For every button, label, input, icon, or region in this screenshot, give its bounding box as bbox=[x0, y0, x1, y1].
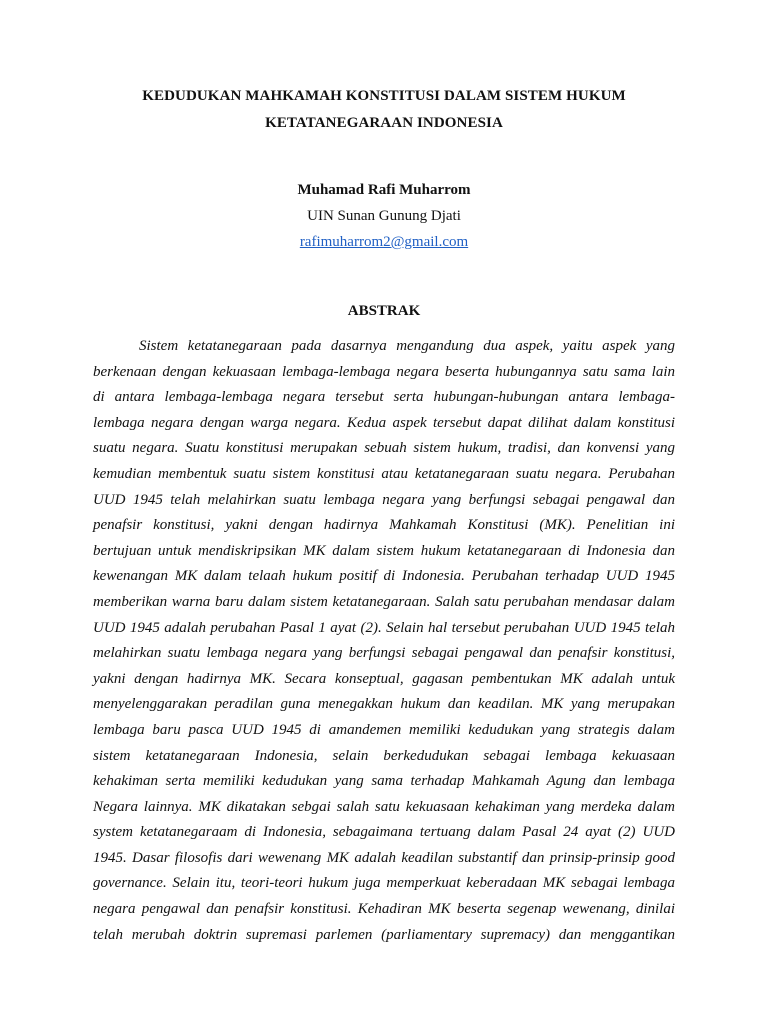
abstract-line: kehakiman serta memiliki kedudukan yang sama terhadap Mahkamah Agung dan lembaga bbox=[93, 773, 675, 790]
author-name: Muhamad Rafi Muharrom bbox=[297, 182, 471, 198]
abstract-line: sistem ketatanegaraan Indonesia, selain berkedudukan sebagai lembaga kekuasaan bbox=[93, 747, 675, 764]
abstract-line: bertujuan untuk mendiskripsikan MK dalam sistem hukum ketatanegaraan di Indonesia dan bbox=[93, 542, 675, 559]
abstract-line: di antara lembaga-lembaga negara tersebut serta hubungan-hubungan antara lembaga- bbox=[93, 389, 675, 406]
abstract-line: kewenangan MK dalam telaah hukum positif di Indonesia. Perubahan terhadap UUD 1945 bbox=[93, 568, 675, 585]
abstract-line: governance. Selain itu, teori-teori hukum juga memperkuat keberadaan MK sebagai lembaga bbox=[93, 875, 675, 892]
abstract-line: Sistem ketatanegaraan pada dasarnya mengandung dua aspek, yaitu aspek yang bbox=[139, 338, 675, 354]
paper-title-line-2: KETATANEGARAAN INDONESIA bbox=[265, 115, 503, 131]
abstract-line: yakni dengan hadirnya MK. Secara konseptual, gagasan pembentukan MK adalah untuk bbox=[93, 670, 675, 687]
abstract-line: system ketatanegaraam di Indonesia, sebagaimana tertuang dalam Pasal 24 ayat (2) UUD bbox=[93, 824, 675, 841]
abstract-line: UUD 1945 adalah perubahan Pasal 1 ayat (2). Selain hal tersebut perubahan UUD 1945 telah bbox=[93, 619, 675, 636]
abstract-line: penafsir konstitusi, yakni dengan hadirnya Mahkamah Konstitusi (MK). Penelitian ini bbox=[93, 517, 675, 534]
abstract-line: berkenaan dengan kekuasaan lembaga-lembaga negara beserta hubungannya satu sama lain bbox=[93, 363, 675, 380]
abstract-line: melahirkan suatu lembaga negara yang berfungsi sebagai pengawal dan penafsir konstitusi, bbox=[93, 645, 675, 662]
abstract-line: lembaga baru pasca UUD 1945 di amandemen memiliki kedudukan yang strategis dalam bbox=[93, 721, 675, 738]
abstract-line: Negara lainnya. MK dikatakan sebgai salah satu kekuasaan kehakiman yang merdeka dalam bbox=[93, 798, 675, 815]
abstract-line: lembaga negara dengan warga negara. Kedua aspek tersebut dapat dilihat dalam konstitusi bbox=[93, 414, 675, 431]
abstract-line: telah merubah doktrin supremasi parlemen (parliamentary supremacy) dan menggantikan bbox=[93, 926, 675, 943]
abstract-line: 1945. Dasar filosofis dari wewenang MK adalah keadilan substantif dan prinsip-prinsip good bbox=[93, 849, 675, 866]
author-affiliation: UIN Sunan Gunung Djati bbox=[307, 208, 461, 224]
abstract-heading: ABSTRAK bbox=[347, 303, 421, 319]
abstract-line: memberikan warna baru dalam sistem ketatanegaraan. Salah satu perubahan mendasar dalam bbox=[93, 593, 675, 610]
abstract-line: UUD 1945 telah melahirkan suatu lembaga negara yang berfungsi sebagai pengawal dan bbox=[93, 491, 675, 508]
abstract-body bbox=[93, 336, 675, 950]
author-email-link[interactable]: rafimuharrom2@gmail.com bbox=[299, 234, 469, 250]
abstract-line: menyelenggarakan peradilan guna menegakkan hukum dan keadilan. MK yang merupakan bbox=[93, 696, 675, 713]
abstract-line: suatu negara. Suatu konstitusi merupakan sebuah sistem hukum, tradisi, dan konvensi yang bbox=[93, 440, 675, 457]
author-email bbox=[90, 234, 678, 251]
paper-title-line-1: KEDUDUKAN MAHKAMAH KONSTITUSI DALAM SISTEM HUKUM bbox=[142, 88, 626, 104]
abstract-line: kemudian membentuk suatu sistem konstitusi atau ketatanegaraan suatu negara. Perubahan bbox=[93, 465, 675, 482]
abstract-line: negara pengawal dan penafsir konstitusi. Kehadiran MK beserta segenap wewenang, dinilai bbox=[93, 901, 675, 918]
